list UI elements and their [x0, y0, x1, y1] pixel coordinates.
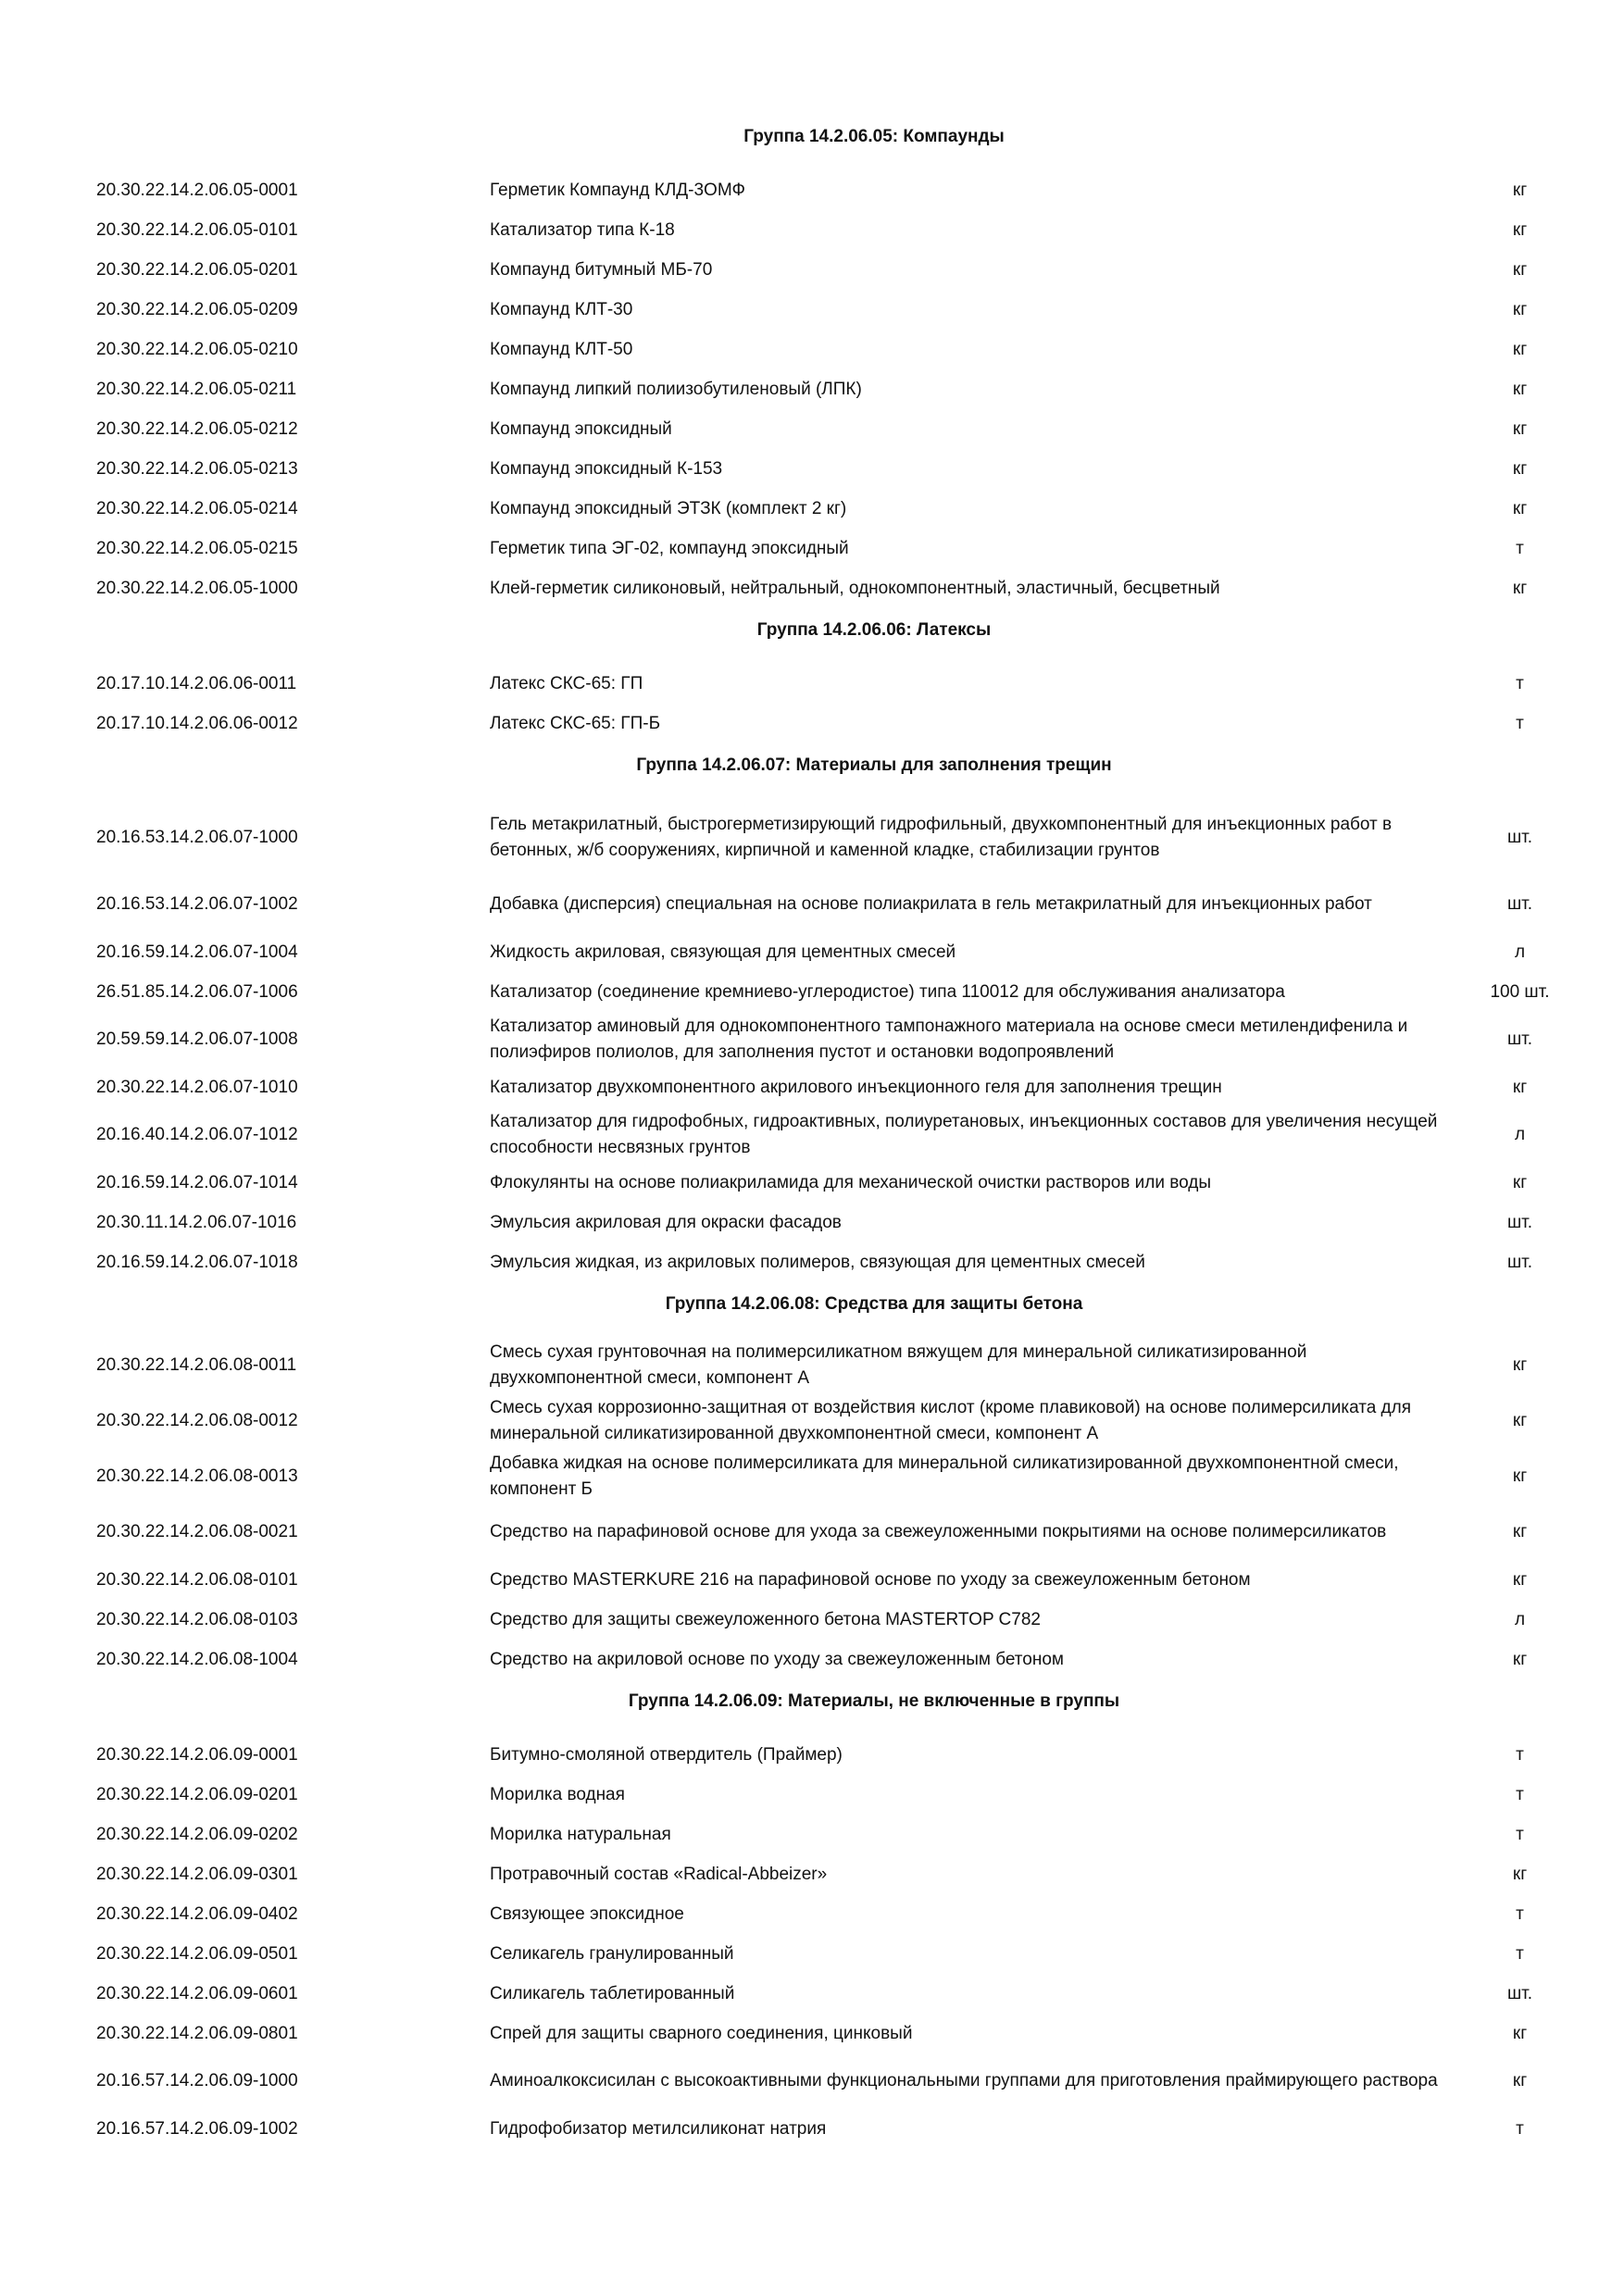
row-unit: т: [1516, 1824, 1524, 1844]
row-unit: т: [1516, 1903, 1524, 1924]
row-code: 20.30.22.14.2.06.05-0210: [96, 339, 298, 359]
row-name: Морилка водная: [490, 1784, 625, 1804]
row-name: Средство для защиты свежеуложенного бетона MASTERTOP C782: [490, 1609, 1041, 1629]
row-name: Эмульсия жидкая, из акриловых полимеров, связующая для цементных смесей: [490, 1252, 1145, 1272]
table-row: [96, 210, 1578, 250]
row-code: 20.30.22.14.2.06.09-0801: [96, 2023, 298, 2043]
row-code: 20.30.22.14.2.06.09-0402: [96, 1903, 298, 1924]
group-title: Группа 14.2.06.05: Компаунды: [743, 127, 1005, 146]
row-unit: кг: [1512, 1077, 1528, 1097]
table-row: [96, 1815, 1578, 1854]
group-section: [96, 1282, 1578, 1679]
table-row: [96, 1735, 1578, 1775]
table-row: [96, 449, 1578, 489]
table-row: [96, 1934, 1578, 1974]
row-unit: кг: [1512, 1864, 1528, 1884]
row-name: Катализатор для гидрофобных, гидроактивных, полиуретановых, инъекционных составов для увеличения несущей способности несвязных грунтов: [490, 1112, 1438, 1157]
table-row: [96, 1894, 1578, 1934]
group-title: Группа 14.2.06.08: Средства для защиты бетона: [665, 1294, 1083, 1314]
row-name: Клей-герметик силиконовый, нейтральный, однокомпонентный, эластичный, бесцветный: [490, 578, 1220, 598]
row-code: 20.30.22.14.2.06.09-0202: [96, 1824, 298, 1844]
row-unit: кг: [1512, 1522, 1528, 1541]
table-row: [96, 1600, 1578, 1640]
row-name: Герметик типа ЭГ-02, компаунд эпоксидный: [490, 538, 849, 558]
table-row: [96, 568, 1578, 608]
row-code: 20.16.53.14.2.06.07-1000: [96, 828, 298, 847]
row-name: Компаунд КЛТ-50: [490, 339, 633, 359]
row-code: 26.51.85.14.2.06.07-1006: [96, 981, 298, 1002]
row-name: Компаунд эпоксидный ЭТЗК (комплект 2 кг): [490, 498, 847, 518]
row-code: 20.30.22.14.2.06.09-0201: [96, 1784, 298, 1804]
table-row: [96, 1854, 1578, 1894]
group-title: Группа 14.2.06.07: Материалы для заполнения трещин: [636, 755, 1112, 775]
row-name: Аминоалкоксисилан с высокоактивными функциональными группами для приготовления праймирующего раствора: [490, 2071, 1438, 2090]
row-unit: кг: [1512, 578, 1528, 598]
table-row: [96, 489, 1578, 529]
row-name: Компаунд битумный МБ-70: [490, 259, 713, 280]
row-unit: т: [1516, 2118, 1524, 2139]
table-row: [96, 1504, 1578, 1560]
table-row: [96, 972, 1578, 1012]
row-code: 20.16.59.14.2.06.07-1004: [96, 942, 298, 962]
group-section: [96, 1679, 1578, 2149]
row-code: 20.30.22.14.2.06.05-0212: [96, 418, 298, 439]
group-title: Группа 14.2.06.09: Материалы, не включенные в группы: [628, 1691, 1120, 1711]
row-code: 20.30.22.14.2.06.05-0213: [96, 458, 298, 479]
table-row: [96, 290, 1578, 330]
row-code: 20.30.22.14.2.06.09-0301: [96, 1864, 298, 1884]
table-row: [96, 1640, 1578, 1679]
row-name: Катализатор типа К-18: [490, 219, 675, 240]
row-unit: шт.: [1506, 1212, 1533, 1232]
row-unit: шт.: [1506, 828, 1533, 847]
group-title: Группа 14.2.06.06: Латексы: [756, 620, 992, 640]
row-unit: кг: [1512, 299, 1528, 319]
row-code: 20.17.10.14.2.06.06-0011: [96, 673, 297, 693]
row-code: 20.17.10.14.2.06.06-0012: [96, 713, 298, 733]
table-row: [96, 1338, 1578, 1393]
row-code: 20.30.22.14.2.06.05-0209: [96, 299, 298, 319]
row-name: Силикагель таблетированный: [490, 1983, 735, 2003]
row-code: 20.30.11.14.2.06.07-1016: [96, 1212, 297, 1232]
table-row: [96, 932, 1578, 972]
table-row: [96, 250, 1578, 290]
table-row: [96, 1163, 1578, 1203]
table-row: [96, 1203, 1578, 1242]
row-name: Латекс СКС-65: ГП: [490, 673, 643, 693]
row-unit: т: [1516, 1943, 1524, 1964]
table-row: [96, 799, 1578, 877]
row-unit: кг: [1512, 339, 1528, 359]
row-code: 20.30.22.14.2.06.08-0101: [96, 1569, 298, 1590]
row-code: 20.16.53.14.2.06.07-1002: [96, 894, 298, 914]
row-name: Добавка (дисперсия) специальная на основе полиакрилата в гель метакрилатный для инъекционных работ: [490, 894, 1372, 914]
row-unit: кг: [1512, 1411, 1528, 1430]
row-name: Морилка натуральная: [490, 1824, 671, 1844]
table-row: [96, 409, 1578, 449]
row-name: Средство MASTERKURE 216 на парафиновой основе по уходу за свежеуложенным бетоном: [490, 1569, 1251, 1590]
row-code: 20.30.22.14.2.06.08-0011: [96, 1355, 297, 1375]
row-name: Компаунд липкий полиизобутиленовый (ЛПК): [490, 379, 862, 399]
table-row: [96, 704, 1578, 743]
table-row: [96, 2109, 1578, 2149]
row-unit: кг: [1512, 498, 1528, 518]
row-code: 20.30.22.14.2.06.08-0103: [96, 1609, 298, 1629]
row-unit: кг: [1512, 1569, 1528, 1590]
row-code: 20.30.22.14.2.06.05-0101: [96, 219, 298, 240]
table-row: [96, 529, 1578, 568]
row-unit: л: [1514, 1125, 1526, 1144]
row-code: 20.59.59.14.2.06.07-1008: [96, 1029, 298, 1049]
group-section: [96, 743, 1578, 1282]
row-unit: кг: [1512, 458, 1528, 479]
row-unit: т: [1516, 713, 1524, 733]
row-code: 20.30.22.14.2.06.07-1010: [96, 1077, 298, 1097]
row-name: Жидкость акриловая, связующая для цементных смесей: [490, 942, 956, 962]
row-code: 20.30.22.14.2.06.08-0013: [96, 1466, 298, 1486]
row-unit: кг: [1512, 1172, 1528, 1192]
table-row: [96, 330, 1578, 369]
row-name: Компаунд КЛТ-30: [490, 299, 633, 319]
row-code: 20.30.22.14.2.06.05-0201: [96, 259, 298, 280]
row-name: Гидрофобизатор метилсиликонат натрия: [490, 2118, 827, 2139]
row-name: Смесь сухая грунтовочная на полимерсиликатном вяжущем для минеральной силикатизированной двухкомпонентной смеси, компонент А: [490, 1342, 1307, 1388]
table-row: [96, 369, 1578, 409]
row-unit: кг: [1512, 259, 1528, 280]
table-row: [96, 877, 1578, 932]
row-code: 20.16.59.14.2.06.07-1014: [96, 1172, 298, 1192]
row-unit: шт.: [1506, 1983, 1533, 2003]
row-name: Компаунд эпоксидный К-153: [490, 458, 723, 479]
row-unit: т: [1516, 1784, 1524, 1804]
row-code: 20.30.22.14.2.06.05-0211: [96, 379, 297, 399]
table-row: [96, 1449, 1578, 1504]
row-unit: шт.: [1506, 1252, 1533, 1272]
row-code: 20.30.22.14.2.06.08-0021: [96, 1522, 298, 1541]
row-unit: л: [1514, 942, 1526, 962]
row-unit: кг: [1512, 219, 1528, 240]
row-unit: т: [1516, 1744, 1524, 1765]
row-code: 20.30.22.14.2.06.05-0001: [96, 180, 298, 200]
row-name: Катализатор (соединение кремниево-углеродистое) типа 110012 для обслуживания анализатора: [490, 981, 1285, 1002]
row-code: 20.16.57.14.2.06.09-1002: [96, 2118, 298, 2139]
row-name: Протравочный состав «Radical-Abbeizer»: [490, 1864, 828, 1884]
row-name: Флокулянты на основе полиакриламида для механической очистки растворов или воды: [490, 1172, 1212, 1192]
row-unit: кг: [1512, 418, 1528, 439]
row-name: Средство на акриловой основе по уходу за свежеуложенным бетоном: [490, 1649, 1064, 1669]
row-code: 20.30.22.14.2.06.05-1000: [96, 578, 298, 598]
row-unit: кг: [1512, 1466, 1528, 1486]
row-unit: кг: [1512, 180, 1528, 200]
document-body: [96, 115, 1578, 2149]
row-unit: кг: [1512, 1649, 1528, 1669]
row-name: Битумно-смоляной отвердитель (Праймер): [490, 1744, 843, 1765]
row-code: 20.30.22.14.2.06.09-0601: [96, 1983, 298, 2003]
row-name: Компаунд эпоксидный: [490, 418, 672, 439]
table-row: [96, 1393, 1578, 1449]
row-code: 20.30.22.14.2.06.09-0001: [96, 1744, 298, 1765]
row-name: Средство на парафиновой основе для ухода за свежеуложенными покрытиями на основе полимерсиликатов: [490, 1522, 1387, 1541]
table-row: [96, 1242, 1578, 1282]
row-unit: шт.: [1506, 1029, 1533, 1049]
row-unit: т: [1516, 538, 1524, 558]
row-code: 20.30.22.14.2.06.05-0215: [96, 538, 298, 558]
group-section: [96, 115, 1578, 608]
row-unit: л: [1514, 1609, 1526, 1629]
table-row: [96, 1067, 1578, 1107]
table-row: [96, 1107, 1578, 1163]
row-unit: кг: [1512, 2023, 1528, 2043]
table-row: [96, 2053, 1578, 2109]
table-row: [96, 1560, 1578, 1600]
row-name: Связующее эпоксидное: [490, 1903, 684, 1924]
row-unit: кг: [1512, 379, 1528, 399]
row-unit: т: [1516, 673, 1524, 693]
row-name: Герметик Компаунд КЛД-3ОМФ: [490, 180, 745, 200]
row-name: Добавка жидкая на основе полимерсиликата для минеральной силикатизированной двухкомпонентной смеси, компонент Б: [490, 1454, 1399, 1499]
row-name: Селикагель гранулированный: [490, 1943, 734, 1964]
row-code: 20.16.40.14.2.06.07-1012: [96, 1125, 298, 1144]
group-section: [96, 608, 1578, 743]
row-name: Смесь сухая коррозионно-защитная от воздействия кислот (кроме плавиковой) на основе полимерсиликата для минеральной силикатизированной двухкомпонентной смеси, компонент А: [490, 1398, 1412, 1443]
row-unit: кг: [1512, 1355, 1528, 1375]
table-row: [96, 170, 1578, 210]
row-name: Гель метакрилатный, быстрогерметизирующий гидрофильный, двухкомпонентный для инъекционных работ в бетонных, ж/б сооружениях, кирпичной и каменной кладке, стабилизации грунтов: [490, 815, 1393, 860]
row-code: 20.30.22.14.2.06.09-0501: [96, 1943, 298, 1964]
row-name: Латекс СКС-65: ГП-Б: [490, 713, 661, 733]
table-row: [96, 1974, 1578, 2014]
row-name: Катализатор двухкомпонентного акрилового инъекционного геля для заполнения трещин: [490, 1077, 1222, 1097]
row-code: 20.30.22.14.2.06.05-0214: [96, 498, 298, 518]
row-name: Катализатор аминовый для однокомпонентного тампонажного материала на основе смеси метилендифенила и полиэфиров полиолов, для заполнения пустот и остановки водопроявлений: [490, 1017, 1408, 1062]
row-code: 20.30.22.14.2.06.08-0012: [96, 1411, 298, 1430]
row-unit: кг: [1512, 2071, 1528, 2090]
table-row: [96, 1012, 1578, 1067]
table-row: [96, 2014, 1578, 2053]
table-row: [96, 664, 1578, 704]
row-unit: шт.: [1506, 894, 1533, 914]
row-name: Эмульсия акриловая для окраски фасадов: [490, 1212, 842, 1232]
row-code: 20.30.22.14.2.06.08-1004: [96, 1649, 298, 1669]
row-unit: 100 шт.: [1490, 981, 1550, 1002]
row-code: 20.16.59.14.2.06.07-1018: [96, 1252, 298, 1272]
row-name: Спрей для защиты сварного соединения, цинковый: [490, 2023, 913, 2043]
row-code: 20.16.57.14.2.06.09-1000: [96, 2071, 298, 2090]
table-row: [96, 1775, 1578, 1815]
